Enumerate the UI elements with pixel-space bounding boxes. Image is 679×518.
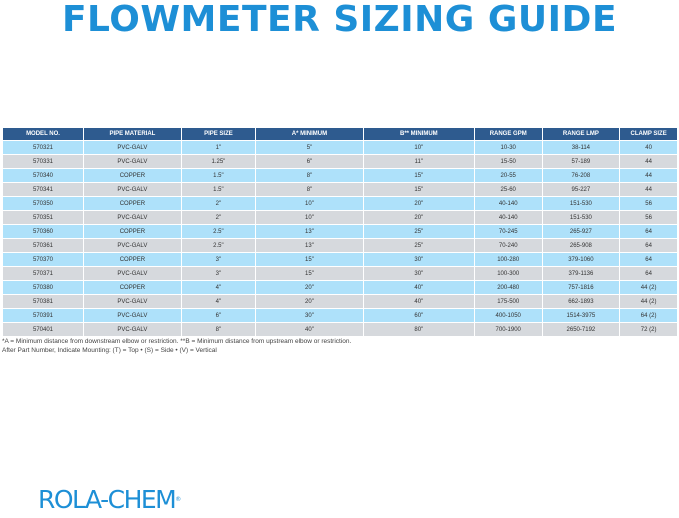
cell-clamp-size: 56	[620, 211, 677, 225]
cell-model-no: 570371	[3, 267, 83, 281]
header-a-minimum: A* MINIMUM	[256, 128, 363, 141]
cell-b-minimum: 15"	[364, 169, 474, 183]
cell-a-minimum: 10"	[256, 197, 363, 211]
cell-range-lmp: 379-1060	[543, 253, 620, 267]
cell-range-lmp: 38-114	[543, 141, 620, 155]
footnote-mounting: After Part Number, Indicate Mounting: (T) = Top • (S) = Side • (V) = Vertical	[2, 346, 217, 354]
cell-pipe-size: 4"	[182, 281, 255, 295]
cell-model-no: 570370	[3, 253, 83, 267]
cell-range-gpm: 25-60	[475, 183, 542, 197]
cell-range-gpm: 700-1900	[475, 323, 542, 337]
cell-pipe-material: PVC-GALV	[84, 211, 181, 225]
cell-range-gpm: 100-280	[475, 253, 542, 267]
cell-a-minimum: 20"	[256, 295, 363, 309]
cell-range-gpm: 200-480	[475, 281, 542, 295]
table-row	[3, 267, 677, 281]
cell-pipe-size: 2"	[182, 197, 255, 211]
cell-pipe-material: COPPER	[84, 253, 181, 267]
cell-model-no: 570361	[3, 239, 83, 253]
cell-pipe-size: 3"	[182, 267, 255, 281]
cell-range-lmp: 265-908	[543, 239, 620, 253]
cell-range-lmp: 57-189	[543, 155, 620, 169]
cell-model-no: 570350	[3, 197, 83, 211]
cell-a-minimum: 8"	[256, 169, 363, 183]
cell-clamp-size: 44	[620, 169, 677, 183]
cell-pipe-size: 2.5"	[182, 239, 255, 253]
rola-chem-logo	[38, 486, 181, 514]
cell-range-gpm: 100-300	[475, 267, 542, 281]
table-row	[3, 169, 677, 183]
cell-model-no: 570401	[3, 323, 83, 337]
cell-clamp-size: 44 (2)	[620, 295, 677, 309]
cell-clamp-size: 64	[620, 267, 677, 281]
header-clamp-size: CLAMP SIZE	[620, 128, 677, 141]
cell-model-no: 570351	[3, 211, 83, 225]
cell-pipe-material: PVC-GALV	[84, 323, 181, 337]
cell-pipe-material: COPPER	[84, 281, 181, 295]
table-row	[3, 225, 677, 239]
cell-model-no: 570331	[3, 155, 83, 169]
cell-range-gpm: 70-245	[475, 225, 542, 239]
header-b-minimum: B** MINIMUM	[364, 128, 474, 141]
cell-a-minimum: 6"	[256, 155, 363, 169]
cell-b-minimum: 40"	[364, 281, 474, 295]
cell-range-lmp: 265-927	[543, 225, 620, 239]
cell-range-gpm: 175-500	[475, 295, 542, 309]
cell-range-lmp: 95-227	[543, 183, 620, 197]
cell-b-minimum: 60"	[364, 309, 474, 323]
table-row	[3, 253, 677, 267]
cell-pipe-material: PVC-GALV	[84, 267, 181, 281]
cell-a-minimum: 5"	[256, 141, 363, 155]
cell-b-minimum: 30"	[364, 253, 474, 267]
cell-pipe-size: 6"	[182, 309, 255, 323]
sizing-table	[2, 128, 678, 337]
cell-range-gpm: 400-1050	[475, 309, 542, 323]
cell-pipe-size: 3"	[182, 253, 255, 267]
cell-pipe-material: COPPER	[84, 225, 181, 239]
cell-range-gpm: 40-140	[475, 211, 542, 225]
logo-text: ROLA-CHEM	[38, 485, 176, 514]
cell-model-no: 570340	[3, 169, 83, 183]
cell-b-minimum: 40"	[364, 295, 474, 309]
cell-pipe-size: 1.5"	[182, 183, 255, 197]
cell-pipe-material: PVC-GALV	[84, 183, 181, 197]
cell-pipe-material: COPPER	[84, 197, 181, 211]
cell-b-minimum: 20"	[364, 197, 474, 211]
cell-clamp-size: 64 (2)	[620, 309, 677, 323]
cell-clamp-size: 56	[620, 197, 677, 211]
cell-clamp-size: 72 (2)	[620, 323, 677, 337]
cell-range-gpm: 10-30	[475, 141, 542, 155]
cell-b-minimum: 80"	[364, 323, 474, 337]
cell-a-minimum: 20"	[256, 281, 363, 295]
cell-pipe-size: 1"	[182, 141, 255, 155]
cell-range-gpm: 20-55	[475, 169, 542, 183]
table-row	[3, 197, 677, 211]
cell-range-lmp: 1514-3975	[543, 309, 620, 323]
cell-a-minimum: 30"	[256, 309, 363, 323]
cell-pipe-material: PVC-GALV	[84, 309, 181, 323]
cell-model-no: 570380	[3, 281, 83, 295]
table-row	[3, 183, 677, 197]
cell-range-lmp: 757-1816	[543, 281, 620, 295]
header-model-no: MODEL NO.	[3, 128, 83, 141]
cell-model-no: 570341	[3, 183, 83, 197]
cell-clamp-size: 44 (2)	[620, 281, 677, 295]
footnotes	[2, 338, 678, 355]
cell-range-gpm: 15-50	[475, 155, 542, 169]
cell-model-no: 570360	[3, 225, 83, 239]
table-row	[3, 323, 677, 337]
cell-model-no: 570381	[3, 295, 83, 309]
cell-range-lmp: 379-1136	[543, 267, 620, 281]
cell-pipe-size: 1.25"	[182, 155, 255, 169]
cell-b-minimum: 11"	[364, 155, 474, 169]
cell-clamp-size: 64	[620, 253, 677, 267]
table-header-row	[3, 128, 677, 141]
cell-b-minimum: 30"	[364, 267, 474, 281]
table-row	[3, 211, 677, 225]
cell-a-minimum: 13"	[256, 239, 363, 253]
table-body	[3, 141, 677, 337]
header-range-lmp: RANGE LMP	[543, 128, 620, 141]
cell-pipe-size: 2"	[182, 211, 255, 225]
cell-a-minimum: 15"	[256, 267, 363, 281]
page-title: FLOWMETER SIZING GUIDE	[61, 0, 618, 40]
cell-a-minimum: 15"	[256, 253, 363, 267]
cell-a-minimum: 13"	[256, 225, 363, 239]
cell-pipe-material: PVC-GALV	[84, 141, 181, 155]
cell-range-lmp: 151-530	[543, 211, 620, 225]
cell-a-minimum: 40"	[256, 323, 363, 337]
cell-b-minimum: 25"	[364, 225, 474, 239]
header-range-gpm: RANGE GPM	[475, 128, 542, 141]
cell-pipe-material: PVC-GALV	[84, 239, 181, 253]
cell-range-gpm: 40-140	[475, 197, 542, 211]
cell-pipe-material: PVC-GALV	[84, 155, 181, 169]
cell-clamp-size: 40	[620, 141, 677, 155]
table-row	[3, 239, 677, 253]
header-pipe-material: PIPE MATERIAL	[84, 128, 181, 141]
footnote-distances: *A = Minimum distance from downstream elbow or restriction. **B = Minimum distance from upstream elbow or restriction.	[2, 338, 352, 345]
cell-pipe-size: 8"	[182, 323, 255, 337]
cell-pipe-size: 1.5"	[182, 169, 255, 183]
cell-clamp-size: 64	[620, 225, 677, 239]
cell-model-no: 570321	[3, 141, 83, 155]
table-row	[3, 155, 677, 169]
cell-pipe-size: 4"	[182, 295, 255, 309]
cell-b-minimum: 25"	[364, 239, 474, 253]
cell-range-gpm: 70-240	[475, 239, 542, 253]
cell-model-no: 570391	[3, 309, 83, 323]
cell-pipe-size: 2.5"	[182, 225, 255, 239]
cell-b-minimum: 15"	[364, 183, 474, 197]
header-pipe-size: PIPE SIZE	[182, 128, 255, 141]
table-row	[3, 281, 677, 295]
cell-a-minimum: 8"	[256, 183, 363, 197]
cell-clamp-size: 44	[620, 155, 677, 169]
cell-range-lmp: 2650-7192	[543, 323, 620, 337]
cell-clamp-size: 44	[620, 183, 677, 197]
cell-pipe-material: COPPER	[84, 169, 181, 183]
cell-b-minimum: 20"	[364, 211, 474, 225]
cell-b-minimum: 10"	[364, 141, 474, 155]
table-row	[3, 295, 677, 309]
cell-range-lmp: 76-208	[543, 169, 620, 183]
cell-pipe-material: PVC-GALV	[84, 295, 181, 309]
cell-clamp-size: 64	[620, 239, 677, 253]
cell-a-minimum: 10"	[256, 211, 363, 225]
table-row	[3, 141, 677, 155]
cell-range-lmp: 662-1893	[543, 295, 620, 309]
registered-mark: ®	[175, 496, 182, 503]
table-row	[3, 309, 677, 323]
cell-range-lmp: 151-530	[543, 197, 620, 211]
